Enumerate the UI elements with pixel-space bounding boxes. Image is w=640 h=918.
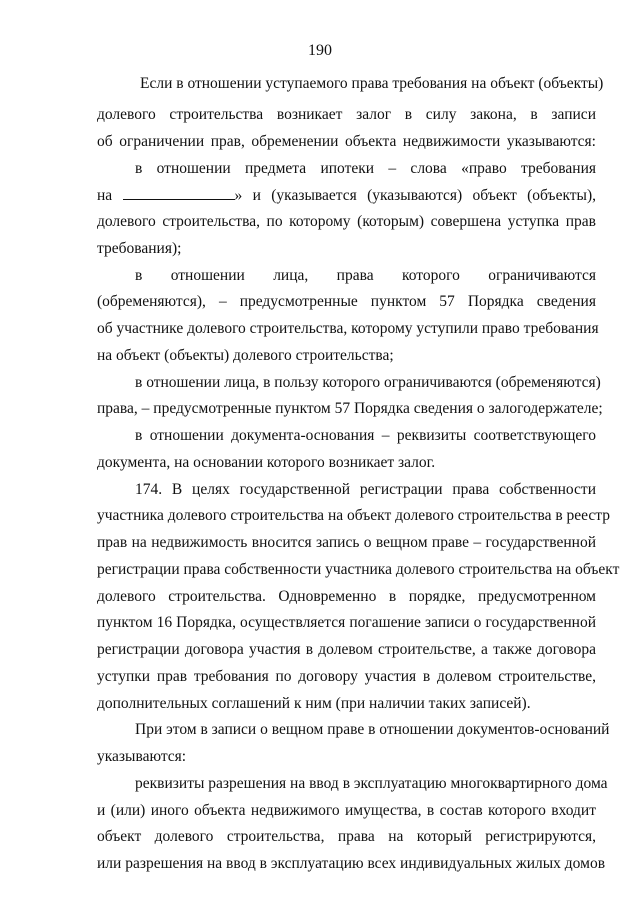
text-line: или разрешения на ввод в эксплуатацию всех индивидуальных жилых домов xyxy=(97,855,606,872)
text-line: об участнике долевого строительства, которому уступили право требования xyxy=(97,320,599,337)
fill-in-blank xyxy=(123,185,235,200)
text-line: документа, на основании которого возникает залог. xyxy=(97,454,436,471)
text-line: долевого строительства, по которому (которым) совершена уступка прав xyxy=(97,213,596,230)
text-line: регистрации права собственности участника долевого строительства на объект xyxy=(97,561,620,578)
text-line: в отношении лица, права которого ограничиваются xyxy=(135,267,596,284)
text-line: объект долевого строительства, права на который регистрируются, xyxy=(97,828,596,845)
text-line: в отношении документа-основания – реквизиты соответствующего xyxy=(135,427,596,444)
text-line: об ограничении прав, обременении объекта недвижимости указываются: xyxy=(97,133,596,150)
text-line: уступки прав требования по договору участия в долевом строительстве, xyxy=(97,668,596,685)
text-line: При этом в записи о вещном праве в отношении документов-оснований xyxy=(135,721,610,738)
text-line: Если в отношении уступаемого права требования на объект (объекты) xyxy=(140,75,604,92)
text-line: участника долевого строительства на объект долевого строительства в реестр xyxy=(97,507,611,524)
page-number: 190 xyxy=(308,42,332,59)
text-line: на объект (объекты) долевого строительства; xyxy=(97,347,394,364)
text-line-with-blank xyxy=(97,185,596,206)
text-line: права, – предусмотренные пунктом 57 Порядка сведения о залогодержателе; xyxy=(97,400,603,417)
text-line: требования); xyxy=(97,240,182,257)
text-line: и (или) иного объекта недвижимого имущества, в состав которого входит xyxy=(97,802,596,819)
text-line: в отношении предмета ипотеки – слова «право требования xyxy=(135,160,596,177)
text-line: регистрации договора участия в долевом строительстве, а также договора xyxy=(97,641,596,658)
text-line: дополнительных соглашений к ним (при наличии таких записей). xyxy=(97,695,531,712)
text-line: 174. В целях государственной регистрации права собственности xyxy=(135,481,596,498)
text-fragment: на xyxy=(97,187,113,204)
text-line: прав на недвижимость вносится запись о вещном праве – государственной xyxy=(97,534,596,551)
text-line: (обременяются), – предусмотренные пунктом 57 Порядка сведения xyxy=(97,293,596,310)
text-line: долевого строительства возникает залог в силу закона, в записи xyxy=(97,106,596,123)
text-line: указываются: xyxy=(97,748,187,765)
text-fragment: » и (указывается (указываются) объект (объекты), xyxy=(234,187,596,204)
text-line: долевого строительства. Одновременно в порядке, предусмотренном xyxy=(97,588,596,605)
text-line: реквизиты разрешения на ввод в эксплуатацию многоквартирного дома xyxy=(135,775,608,792)
text-line: в отношении лица, в пользу которого ограничиваются (обременяются) xyxy=(135,374,601,391)
text-line: пунктом 16 Порядка, осуществляется погашение записи о государственной xyxy=(97,614,596,631)
